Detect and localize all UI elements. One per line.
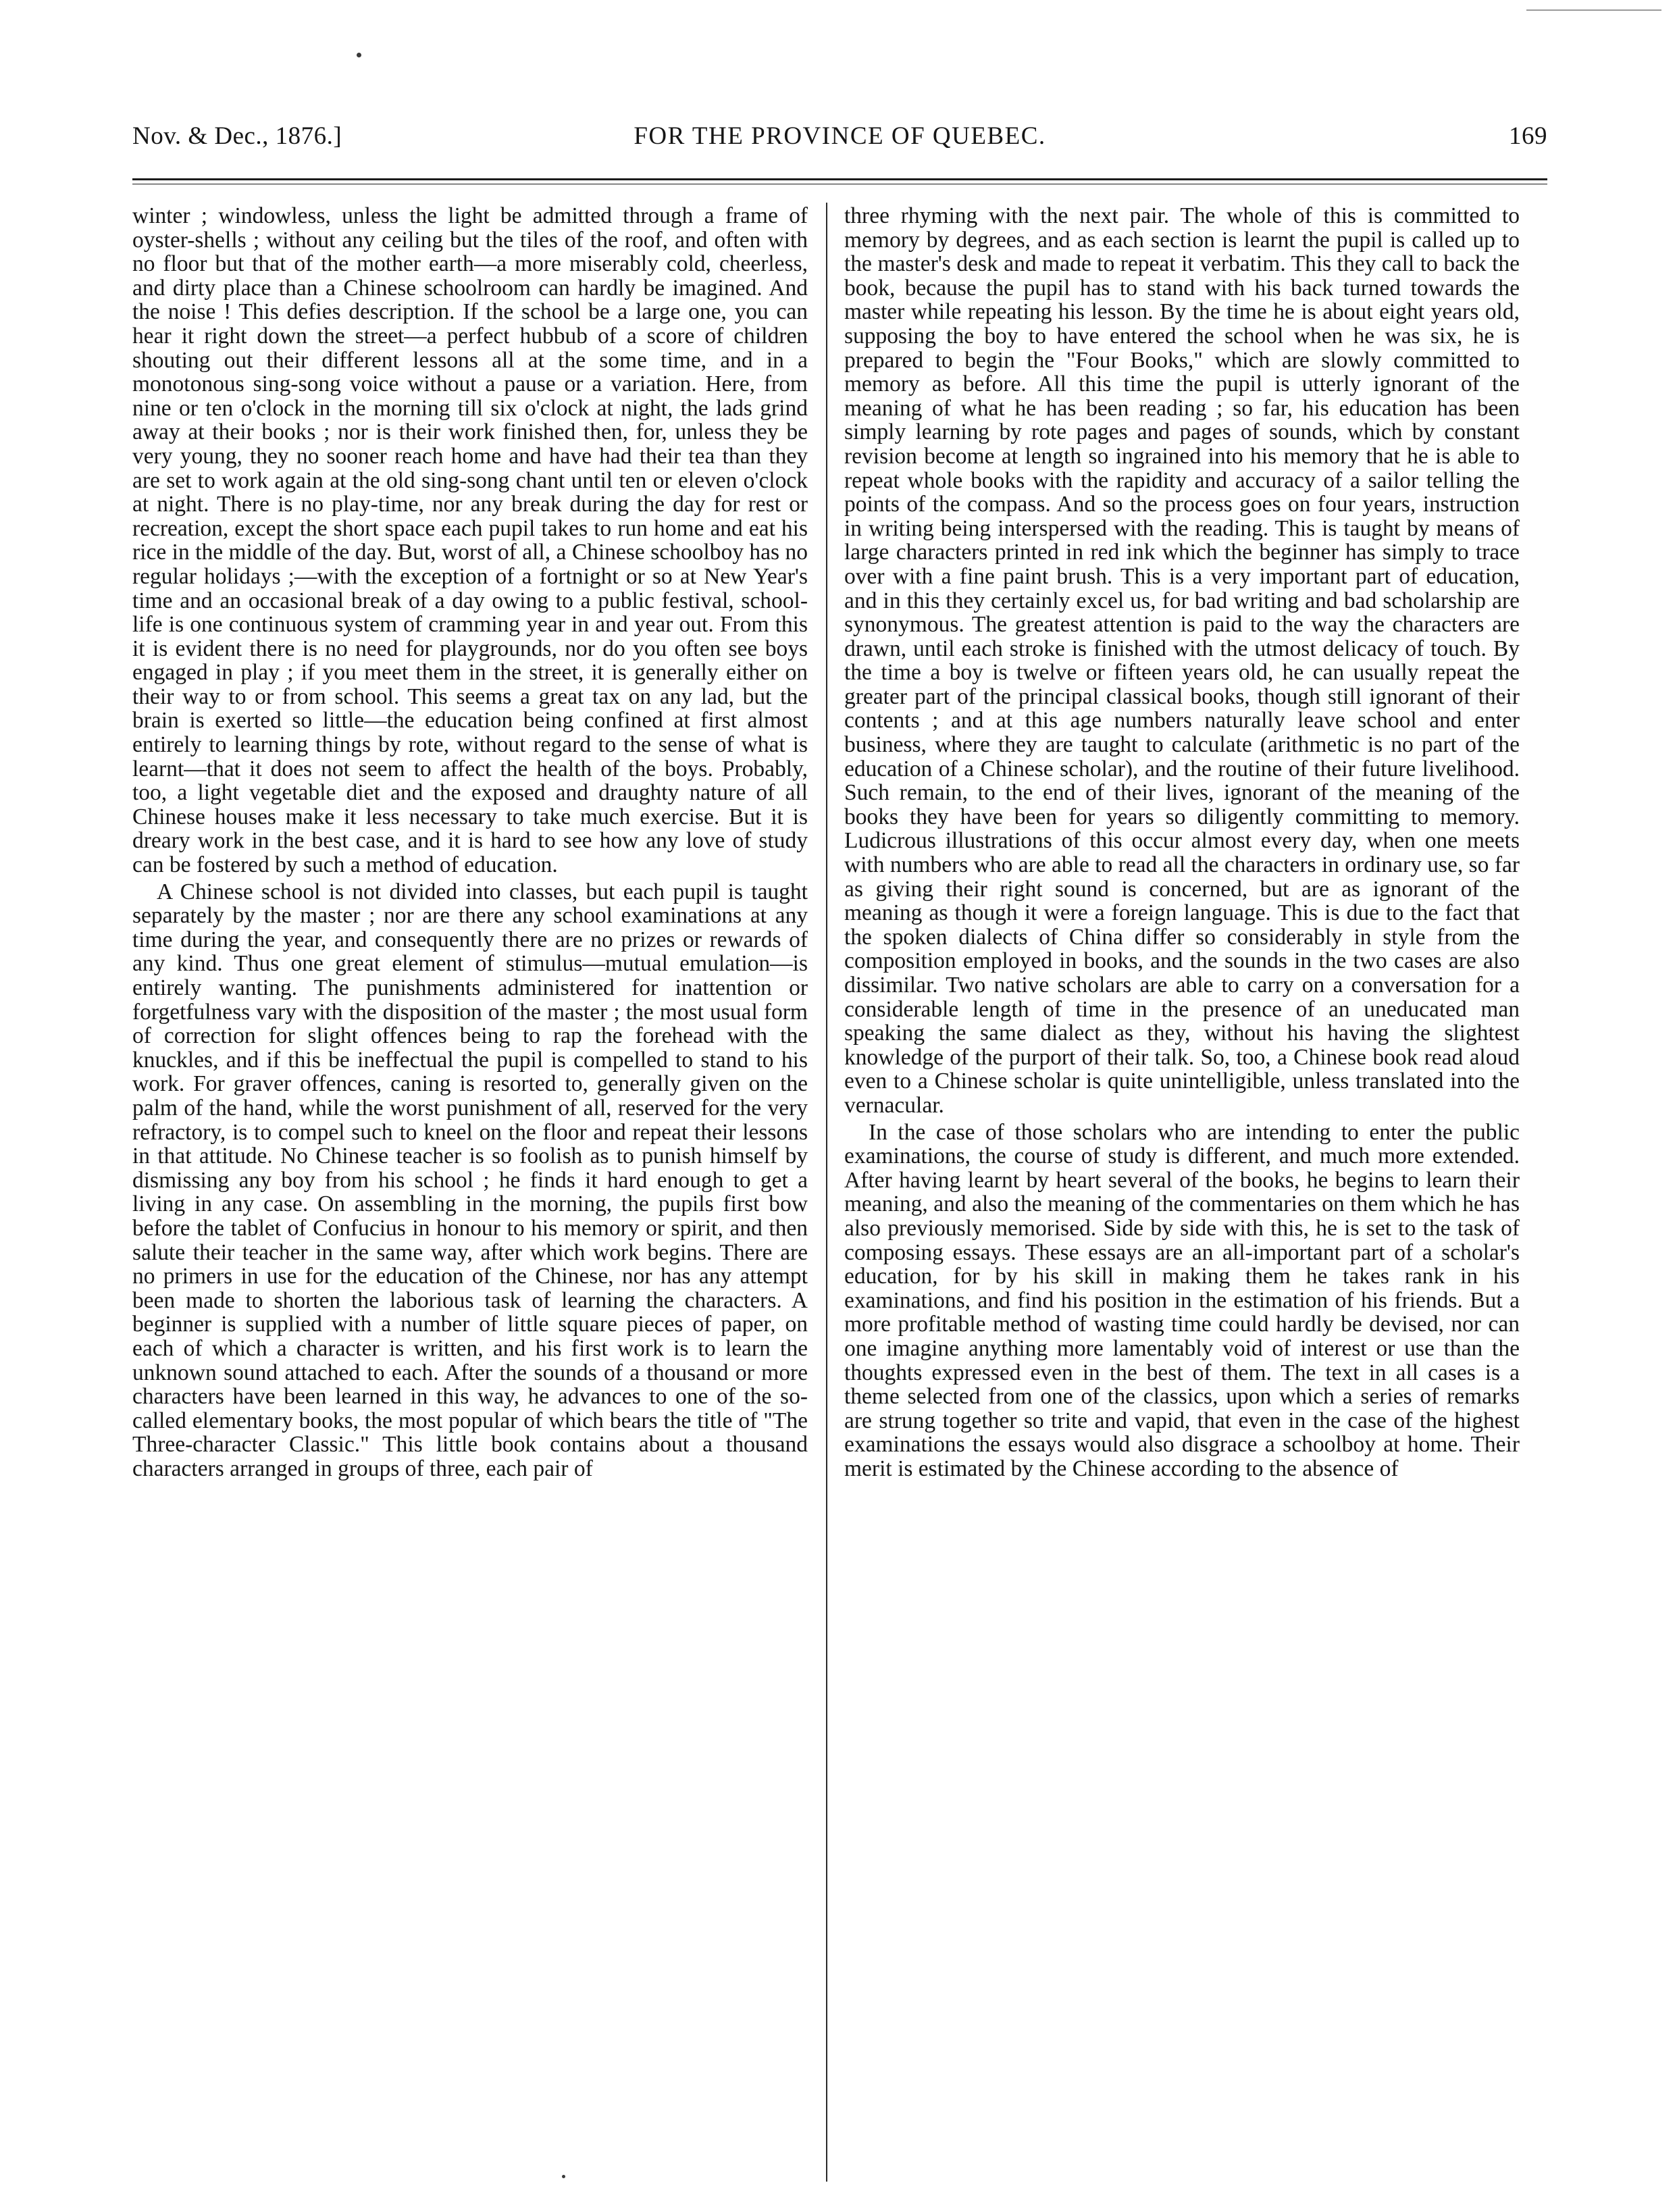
page-number: 169 [1509, 122, 1547, 150]
header-date: Nov. & Dec., 1876.] [132, 122, 342, 150]
paragraph: A Chinese school is not divided into classes, but each pupil is taught separately by the master ; nor are there any school examinations at any time during the year, and consequently there are no prizes or rewards of any kind. Thus one great element of stimulus—mutual emulation—is entirely wanting. The punishments administered for inattention or forgetfulness vary with the disposition of the master ; the most usual form of correction for slight offences being to rap the forehead with the knuckles, and if this be ineffectual the pupil is compelled to stand to his work. For graver offences, caning is resorted to, generally given on the palm of the hand, while the worst punishment of all, reserved for the very refractory, is to compel such to kneel on the floor and repeat their lessons in that attitude. No Chinese teacher is so foolish as to punish himself by dismissing any boy from his school ; he finds it hard enough to get a living in any case. On assembling in the morning, the pupils first bow before the tablet of Confucius in honour to his memory or spirit, and then salute their teacher in the same way, after which work begins. There are no primers in use for the education of the Chinese, nor has any attempt been made to shorten the laborious task of learning the characters. A beginner is supplied with a number of little square pieces of paper, on each of which a character is written, and his first work is to learn the unknown sound attached to each. After the sounds of a thousand or more characters have been learned in this way, he advances to one of the so-called elementary books, the most popular of which bears the title of "The Three-character Classic." This little book contains about a thousand characters arranged in groups of three, each pair of [132, 879, 808, 1481]
paragraph: In the case of those scholars who are intending to enter the public examinations, the course of study is different, and much more extended. After having learnt by heart several of the books, he begins to learn their meaning, and also the meaning of the commentaries on them which he has also previously memorised. Side by side with this, he is set to the task of composing essays. These essays are an all-important part of a scholar's education, for by his skill in making them he takes rank in his examinations, and find his position in the estimation of his friends. But a more profitable method of wasting time could hardly be devised, nor can one imagine anything more lamentably void of interest or use than the thoughts expressed even in the best of them. The text in all cases is a theme selected from one of the classics, upon which a series of remarks are strung together so trite and vapid, that even in the case of the highest examinations the essays would also disgrace a schoolboy at home. Their merit is estimated by the Chinese according to the absence of [844, 1119, 1520, 1481]
paragraph: winter ; windowless, unless the light be admitted through a frame of oyster-shells ; without any ceiling but the tiles of the roof, and often with no floor but that of the mother earth—a more miserably cold, cheerless, and dirty place than a Chinese schoolroom can hardly be imagined. And the noise ! This defies description. If the school be a large one, you can hear it right down the street—a perfect hubbub of a score of children shouting out their different lessons all at the some time, and in a monotonous sing-song voice without a pause or a variation. Here, from nine or ten o'clock in the morning till six o'clock at night, the lads grind away at their books ; nor is their work finished then, for, unless they be very young, they no sooner reach home and have had their tea than they are set to work again at the old sing-song chant until ten or eleven o'clock at night. There is no play-time, nor any break during the day for rest or recreation, except the short space each pupil takes to run home and eat his rice in the middle of the day. But, worst of all, a Chinese schoolboy has no regular holidays ;—with the exception of a fortnight or so at New Year's time and an occasional break of a day owing to a public festival, school-life is one continuous system of cramming year in and year out. From this it is evident there is no need for playgrounds, nor do you often see boys engaged in play ; if you meet them in the street, it is generally either on their way to or from school. This seems a great tax on any lad, but the brain is exerted so little—the education being confined at first almost entirely to learning things by rote, without regard to the sense of what is learnt—that it does not seem to affect the health of the boys. Probably, too, a light vegetable diet and the exposed and draughty nature of all Chinese houses make it less necessary to take much exercise. But it is dreary work in the best case, and it is hard to see how any love of study can be fostered by such a method of education. [132, 204, 808, 878]
column-divider [826, 203, 827, 2182]
print-speck [562, 2175, 565, 2178]
left-column [132, 204, 808, 2169]
print-speck [357, 53, 361, 57]
header-rule-thick [132, 178, 1547, 180]
print-mark [1526, 9, 1661, 11]
paragraph: three rhyming with the next pair. The whole of this is committed to memory by degrees, and as each section is learnt the pupil is called up to the master's desk and made to repeat it verbatim. This they call to back the book, because the pupil has to stand with his back turned towards the master while repeating his lesson. By the time he is about eight years old, supposing the boy to have entered the school when he was six, he is prepared to begin the "Four Books," which are slowly committed to memory as before. All this time the pupil is utterly ignorant of the meaning of what he has been reading ; so far, his education has been simply learning by rote pages and pages of sounds, which by constant revision become at length so ingrained into his memory that he is able to repeat whole books with the rapidity and accuracy of a sailor telling the points of the compass. And so the process goes on four years, instruction in writing being interspersed with the reading. This is taught by means of large characters printed in red ink which the beginner has simply to trace over with a fine paint brush. This is a very important part of education, and in this they certainly excel us, for bad writing and bad scholarship are synonymous. The greatest attention is paid to the way the characters are drawn, until each stroke is finished with the utmost delicacy of touch. By the time a boy is twelve or fifteen years old, he can usually repeat the greater part of the principal classical books, though still ignorant of their contents ; and at this age numbers naturally leave school and enter business, where they are taught to calculate (arithmetic is no part of the education of a Chinese scholar), and the routine of their future livelihood. Such remain, to the end of their lives, ignorant of the meaning of the books they have been for years so diligently committing to memory. Ludicrous illustrations of this occur almost every day, when one meets with numbers who are able to read all the characters in ordinary use, so far as giving their right sound is concerned, but are as ignorant of the meaning as though it were a foreign language. This is due to the fact that the spoken dialects of China differ so considerably in style from the composition employed in books, and the sounds in the two cases are also dissimilar. Two native scholars are able to carry on a conversation for a considerable length of time in the presence of an uneducated man speaking the same dialect as they, without his having the slightest knowledge of the purport of their talk. So, too, a Chinese book read aloud even to a Chinese scholar is quite unintelligible, unless translated into the vernacular. [844, 204, 1520, 1118]
header-title: FOR THE PROVINCE OF QUEBEC. [634, 122, 1046, 150]
running-header [132, 122, 1547, 159]
right-column [844, 204, 1520, 2169]
